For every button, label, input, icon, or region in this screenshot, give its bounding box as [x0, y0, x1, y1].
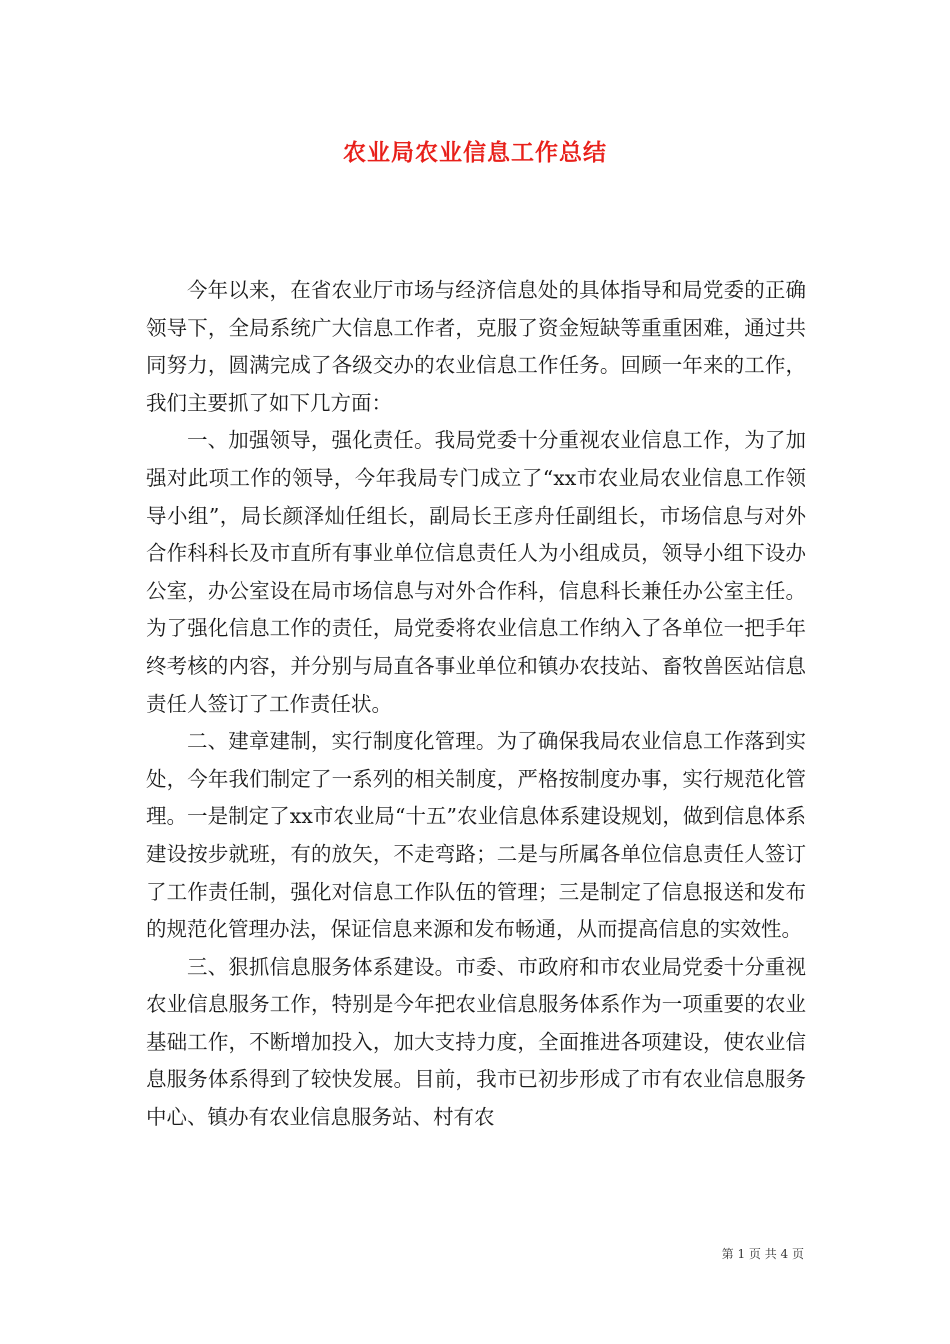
document-title: 农业局农业信息工作总结 — [343, 140, 607, 166]
paragraph-leadership: 一、加强领导，强化责任。我局党委十分重视农业信息工作，为了加强对此项工作的领导，今年我局专门成立了“xx市农业局农业信息工作领导小组”，局长颜泽灿任组长，副局长王彦舟任副组长，市场信息与对外合作科科长及市直所有事业单位信息责任人为小组成员，领导小组下设办公室，办公室设在局市场信息与对外合作科，信息科长兼任办公室主任。为了强化信息工作的责任，局党委将农业信息工作纳入了各单位一把手年终考核的内容，并分别与局直各事业单位和镇办农技站、畜牧兽医站信息责任人签订了工作责任状。 — [146, 428, 806, 716]
paragraph-intro: 今年以来，在省农业厅市场与经济信息处的具体指导和局党委的正确领导下，全局系统广大信息工作者，克服了资金短缺等重重困难，通过共同努力，圆满完成了各级交办的农业信息工作任务。回顾一年来的工作，我们主要抓了如下几方面： — [146, 278, 806, 415]
page-number-footer: 第 1 页 共 4 页 — [721, 1247, 804, 1261]
paragraph-regulations: 二、建章建制，实行制度化管理。为了确保我局农业信息工作落到实处，今年我们制定了一系列的相关制度，严格按制度办事，实行规范化管理。一是制定了xx市农业局“十五”农业信息体系建设规划，做到信息体系建设按步就班，有的放矢，不走弯路；二是与所属各单位信息责任人签订了工作责任制，强化对信息工作队伍的管理；三是制定了信息报送和发布的规范化管理办法，保证信息来源和发布畅通，从而提高信息的实效性。 — [146, 729, 806, 942]
document-body — [146, 272, 806, 1137]
paragraph-service-system: 三、狠抓信息服务体系建设。市委、市政府和市农业局党委十分重视农业信息服务工作，特别是今年把农业信息服务体系作为一项重要的农业基础工作，不断增加投入，加大支持力度，全面推进各项建设，使农业信息服务体系得到了较快发展。目前，我市已初步形成了市有农业信息服务中心、镇办有农业信息服务站、村有农 — [146, 954, 806, 1130]
